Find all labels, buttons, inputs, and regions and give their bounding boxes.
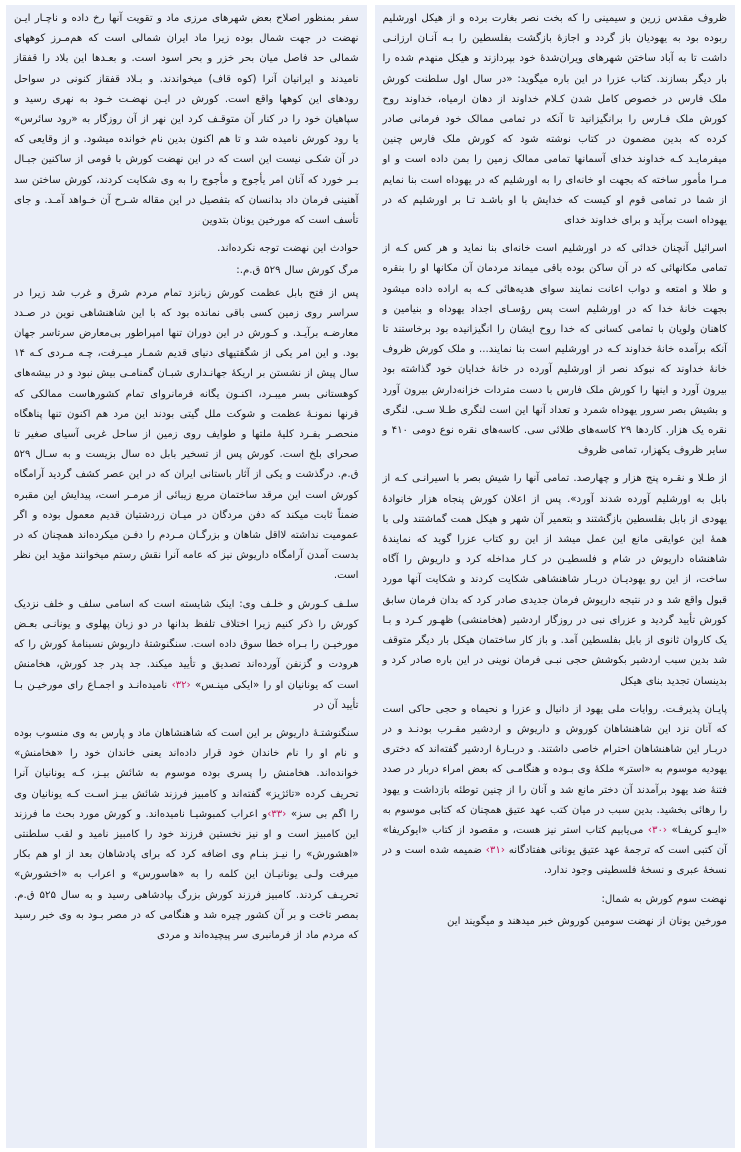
paragraph-cyrus-decree: ظروف مقدس زرین و سیمینی را که بخت نصر بغارت برده و از هیکل اورشلیم ربوده بود به یهودیان باز گردد و اجازهٔ بازگشت بفلسطین را بـه آنـان ارزانـی داشت تا به آباد ساختن شهرهای ویران‌شدهٔ خود بپردازند و هیکل منهدم شده را بار دیگر بسازند. کتاب عزرا در این باره میگوید: «در سال اول سلطنت کورش ملک فارس در خصوص کامل شدن کـلام خداوند از دهان ارمیاه، خداوند روح کورش ملک فـارس را برانگیزانید تا آنکه در تمامی ممالک خود فرمانی صادر کرده که بدین مضمون در کتاب نوشته شود که کورش ملک فارس چنین میفرمایـد کـه خداوند خدای آسمانها تمامی ممالک زمین را بمن داده است و او مـرا مأمور ساخته که بجهت او خانه‌ای را به اورشلیم که در یهوداه است بنا نمایم از شما در تمامی قوم او کیست که خدایش با او باشـد تـا بر اورشلیم که در یهوداه است برآید و برای خداوند خدای: [382, 13, 727, 227]
section-heading-death-of-cyrus: مرگ کورش سال ۵۲۹ ق.م.:: [236, 265, 359, 277]
paragraph-third-campaign: مورخین یونان از نهضت سومین کوروش خبر میدهند و میگویند این: [447, 915, 727, 927]
paragraph-campaign-note: حوادث این نهضت توجه نکرده‌اند.: [217, 243, 359, 255]
two-column-layout: [6, 5, 735, 1148]
paragraph-jewish-traditions: [383, 700, 728, 882]
paragraph-text: ضمیمه شده است و در نسخهٔ عبری و نسخهٔ فلسطینی وجود ندارد.: [382, 845, 727, 877]
section-heading-third-campaign: نهضت سوم کورش به شمال:: [601, 893, 727, 905]
footnote-ref-33[interactable]: ‹۳۳›: [267, 808, 287, 820]
paragraph-return-to-palestine: از طـلا و نقـره پنج هزار و چهارصد. تمامی آنها را شیش بصر با اسیرانـی کـه از بابل به اورشلیم آورده شدند آورد». پس از اعلان کورش پنجاه هزار خانوادهٔ یهودی از بابل بفلسطین بازگشتند و بتعمیر آن شهر و هیکل همت گماشتند ولی با همهٔ این عوایقی مانع این عمل میشد از این رو کتاب عزرا گوید که نمایندهٔ شاهنشاه داریوش در شام و فلسطیـن در کـار مداخله کرد و داریوش را آگاه ساخت، از این رو یهودیـان دربـار شاهنشاهی شکایت کردند و شکایت آنها مورد قبول واقع شد و در نتیجه داریوش فرمان جدیدی صادر کرد که بدان فرمان سابق کورش تأیید گردید و عزرای نبی در روزگار اردشیر (هخامنشی) ظهـور کـرد و بـا یک کاروان ثانوی از بابل بفلسطین آمد. و باز کار ساختمان هیکل بار دیگر متوقف شد بدین سبب اردشیر بکوشش حجی نبـی فرمان نوینی در این باره صادر کرد و بدینسان تجدید بنای هیکل: [382, 473, 727, 687]
paragraph-predecessors-successors: [14, 595, 359, 716]
paragraph-text: نامیده‌انـد و اجمـاع رای مورخیـن بـا تأیید آن در: [14, 679, 359, 711]
right-column: [375, 5, 736, 1148]
paragraph-text: می‌یابیم کتاب استر نیز هست، و مقصود از کتاب «ایوکریفا» آن کتبی است که ترجمهٔ عهد عتیق یونانی هفتادگانه: [382, 824, 728, 857]
footnote-ref-32[interactable]: ‹۳۲›: [171, 679, 191, 691]
left-column: [6, 5, 367, 1148]
paragraph-text: پایـان پذیرفـت. روایات ملی یهود از دانیال و عزرا و نحیماه و حجی حاکی است که آنان نزد این شاهنشاهان کوروش و داریوش و اردشیر مقـرب بودنـد و در دربـار این شاهنشاهان احترام خاصی داشتند. و دربـارهٔ اردشیر گفته‌اند که دختری یهودیه موسوم به «استر» ملکهٔ وی بـوده و هنگامـی که بعض امراء دربار در صدد فتنهٔ ضد یهود برآمدند آن دختر مانع شد و آنان را از چنین توطئه بازداشت و یهود را رهائی بخشید. بدین سبب در میان کتب عهد عتیق همچنان که کتابی موسوم به «ایـو کریفـا»: [382, 703, 727, 836]
paragraph-text: سنگنوشتـهٔ داریوش بر این است که شاهنشاهان ماد و پارس به وی منسوب بوده و نام او را نام خاندان خود قرار داده‌اند یعنی خاندان خود را «هخامنش» خوانده‌اند. هخامنش را پسری بوده موسوم به شائش بیـز، کـه یونانیان آنرا تحریف کرده «تائژیز» گفته‌اند و کامبیز فرزند شائش بیـز اسـت کـه یونانیان وی را اگم بی سز»: [14, 727, 359, 820]
footnote-ref-31[interactable]: ‹۳۱›: [485, 845, 505, 857]
paragraph-death-of-cyrus: پس از فتح بابل عظمت کورش زبانزد تمام مردم شرق و غرب شد زیرا در سراسر روی زمین کسی باقی نمانده بود که با این شاهنشاهی نوین در صـدد معارضـه برآیـد. و کـورش در این دوران تنها امپراطور بی‌معارض سرتاسر جهان بود. و این امر یکی از شگفتیهای دنیای قدیم شمـار میـرفت، چـه مـردی کـه ۱۴ سال پیش از نشستن بر اریکهٔ جهانـداری شبـان گمنامـی بیش نبود و در بیشه‌های کوهستانی بسر میبـرد، اکنـون یگانه فرمانروای تمام کشورهاست ممالکی که قرنها نمونـهٔ عظمت و شوکت ملل گیتی بودند این مرد هم اکنون تنها پناهگاه منحصـر بفـرد کلیهٔ ملتها و طوایف روی زمین از ساحل غربی آسیای صغیر تا صحرای بلخ است. کورش پس از تسخیر بابل ده سال بزیست و به سـال ۵۲۹ ق.م. درگذشت و یکی از آثار باستانی ایران که در این عصر کشف گردید آرامگاه کورش است این مرقد ساختمان مربع زیبائی از مرمـر است، پیدایش این مقبره ضمناً ثابت میکند که دفن مردگان در میـان زردشتیان قدیم معمول بوده و اگر عمومیت نداشته لااقل شاهان و بزرگـان مـردم را دفـن میکرده‌اند همچنان که در بدست آمدن آرامگاه داریوش نیز که عامه آنرا نقش رستم میخوانند مؤید این نظر است.: [14, 287, 359, 582]
paragraph-text: سلـف کـورش و خلـف وی: اینک شایسته است که اسامی سلف و خلف نزدیک کورش را ذکر کنیم زیرا اختلاف تلفظ بدانها در دو زبان پهلوی و یونانـی بعـض مورخیـن را بـراه خطا سوق داده است. سنگنوشتهٔ داریوش نسبنامهٔ کورش را که هرودت و گزنفن آورده‌اند تصدیق و تأیید میکند. جد پدر جد کورش، هخامنش است که یونانیان او را «ایکی مینـس»: [14, 598, 359, 691]
paragraph-achaemenid-lineage: [14, 724, 359, 946]
paragraph-caucasus-campaign: سفر بمنظور اصلاح بعض شهرهای مرزی ماد و تقویت آنها رخ داده و ناچـار ایـن نهضت در جهت شمال بوده زیرا ماد ایران شمالی است که هم‌مـرز کوههای شمالی حد فاصل میان بحر خزر و بحر اسود است. و بعـدها این بلاد را قفقاز نامیدند و ایرانیان آنرا (کوه قاف) میخواندند. و بـلاد قفقاز کنونی در سواحل رودهای این کوهها واقع است. کورش در ایـن نهضـت خـود به نهری رسید و سپاهیان خود را در کنار آن متوقـف کرد این نهر از آن روزگار به «رود سائرس» یا رود کورش نامیده شد و تا هم اکنون بدین نام خوانده میشود. و از وقایعی که در آن شکـی نیست این است که در این نهضت کورش با قومی از ساکنین جبـال بـر خورد که آنان امر یأجوج و مأجوج را به وی شکایت کردند، کورش ساختن سد آهنینی فرمان داد بدانسان که بتفصیل در این مقاله شـرح آن خـواهد آمـد. و جای تأسف است که مورخین یونان بتدوین: [14, 13, 359, 227]
paragraph-text: و اعراب کمبوشیـا نامیده‌اند. و کورش مورد بحث ما فرزند این کامبیز است و او نیز نخستین فرزند خود را کامبیز نامید و لقب سلطنتی «اهشورش» را نیـز بنـام وی اضافه کرد که برای پادشاهان بعد از او هم بکار میرفت ولـی یونانیـان این کلمه را به «هاسورس» و اعراب به «اخشورش» تحریـف کردند. کامبیز فرزند کورش بزرگ بپادشاهی رسید و به سال ۵۲۵ ق.م. بمصر تاخت و بر آن کشور چیره شد و هنگامی که در مصر بـود به وی خبر رسید که مردم ماد از فرمانبری سر پیچیده‌اند و مردی: [14, 808, 359, 941]
footnote-ref-30[interactable]: ‹۳۰›: [647, 824, 667, 836]
paragraph-temple-vessels: اسرائیل آنچنان خدائی که در اورشلیم است خانه‌ای بنا نماید و هر کس کـه از تمامی مکانهائی که در آن ساکن بوده باقی میماند مردمان آن مکانها او را بنقره و طلا و امتعه و دواب اعانت نمایند سوای هدیه‌هائی کـه به اراده داده میشود بجهت خانهٔ خدا که در اورشلیم است پس رؤسـای اجداد یهوداه و بنیامین و کاهنان ولویان با تمامی کسانی که خدا روح ایشان را انگیزانیده بود برخاستند تا آنکه برآمده خانهٔ خداوند کـه در اورشلیم است بنا نمایند... و ملک کورش ظروف خانهٔ خداوند که نبوکد نصر از اورشلیم آورده در خانهٔ خدایان خود گذاشته بود بیرون آورد و اینها را کورش ملک فارس با دست متردات خزانه‌دارش بیرون آورد و بشیش بصر سرور یهوداه شمرد و تعداد آنها این است لنگری طـلا سـی. لنگری نقره یک هزار. کاردها ۲۹ کاسه‌های طلائی سی. کاسه‌های نقره نوع دومی ۴۱۰ و سایر ظروف یکهزار، تمامی ظروف: [382, 243, 727, 457]
